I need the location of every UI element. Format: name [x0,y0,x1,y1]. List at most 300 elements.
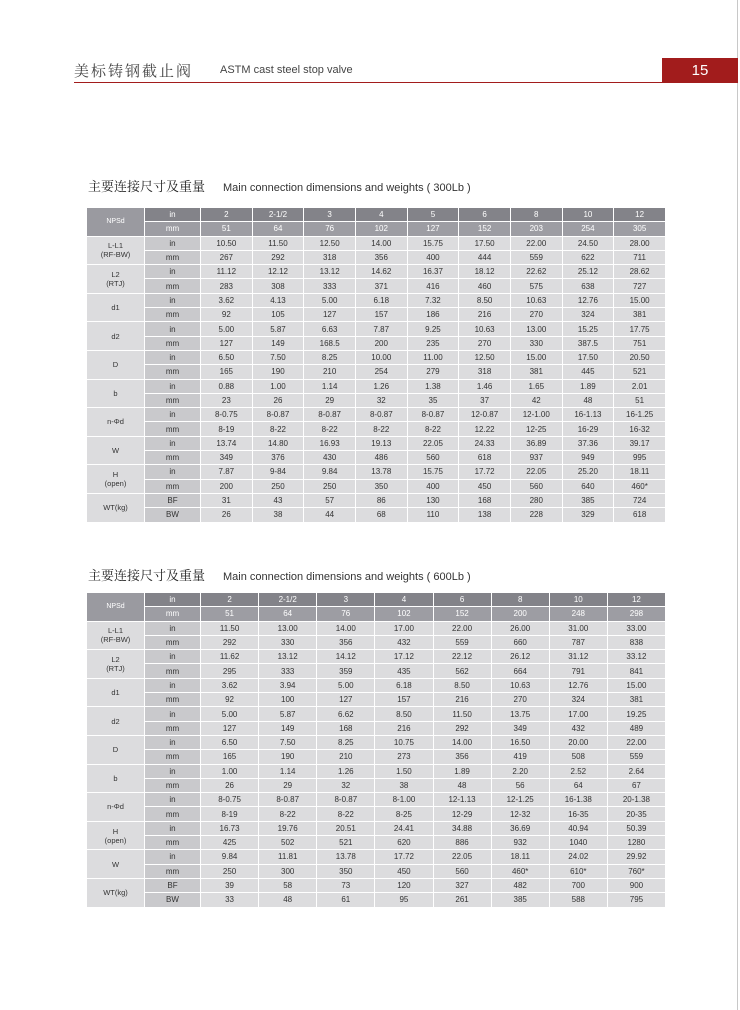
size-cell: 8 [491,593,549,607]
value-cell: 17.50 [459,236,511,250]
value-cell: 318 [304,250,356,264]
value-cell: 273 [375,750,433,764]
value-cell: 7.87 [201,465,253,479]
value-cell: 127 [201,721,259,735]
value-cell: 11.62 [201,650,259,664]
row-label: d2 [87,322,145,351]
value-cell: 6.50 [201,350,253,364]
unit-cell: in [145,208,201,222]
table-row [87,379,666,393]
value-cell: 235 [407,336,459,350]
table-row [87,465,666,479]
table-row [87,793,666,807]
value-cell: 216 [375,721,433,735]
value-cell: 24.50 [562,236,614,250]
value-cell: 559 [607,750,665,764]
value-cell: 0.88 [201,379,253,393]
value-cell: 381 [607,693,665,707]
value-cell: 356 [433,750,491,764]
table-row [87,279,666,293]
value-cell: 15.00 [607,678,665,692]
unit-cell: in [145,793,201,807]
value-cell: 283 [201,279,253,293]
value-cell: 22.00 [607,735,665,749]
value-cell: 330 [259,635,317,649]
table-header-row [87,208,666,222]
value-cell: 350 [317,864,375,878]
value-cell: 8-0.87 [355,408,407,422]
value-cell: 7.50 [259,735,317,749]
row-label: b [87,379,145,408]
size-cell: 152 [459,222,511,236]
value-cell: 5.87 [259,707,317,721]
value-cell: 19.76 [259,821,317,835]
value-cell: 618 [459,451,511,465]
value-cell: 8-22 [304,422,356,436]
unit-cell: mm [145,451,201,465]
value-cell: 300 [259,864,317,878]
table-row [87,821,666,835]
value-cell: 22.62 [510,265,562,279]
value-cell: 12-25 [510,422,562,436]
table-row [87,293,666,307]
value-cell: 35 [407,393,459,407]
value-cell: 9.25 [407,322,459,336]
value-cell: 12.76 [549,678,607,692]
value-cell: 16-1.13 [562,408,614,422]
value-cell: 350 [355,479,407,493]
value-cell: 14.62 [355,265,407,279]
value-cell: 5.00 [304,293,356,307]
table-row [87,850,666,864]
value-cell: 64 [549,778,607,792]
table-row [87,764,666,778]
value-cell: 8-19 [201,422,253,436]
value-cell: 1.65 [510,379,562,393]
row-label: D [87,735,145,764]
value-cell: 168 [459,493,511,507]
unit-cell: in [145,678,201,692]
value-cell: 727 [614,279,666,293]
page-number-badge: 15 [662,58,738,83]
table-row [87,621,666,635]
value-cell: 16.73 [201,821,259,835]
value-cell: 416 [407,279,459,293]
value-cell: 430 [304,451,356,465]
value-cell: 1.26 [317,764,375,778]
value-cell: 1.14 [304,379,356,393]
value-cell: 8-22 [317,807,375,821]
size-cell: 64 [252,222,304,236]
size-cell: 8 [510,208,562,222]
value-cell: 8-22 [407,422,459,436]
value-cell: 838 [607,635,665,649]
header-title-en: ASTM cast steel stop valve [220,64,353,76]
table-row [87,778,666,792]
value-cell: 22.12 [433,650,491,664]
value-cell: 724 [614,493,666,507]
value-cell: 210 [304,365,356,379]
value-cell: 20.50 [614,350,666,364]
value-cell: 12.12 [252,265,304,279]
value-cell: 17.72 [459,465,511,479]
value-cell: 157 [355,308,407,322]
value-cell: 376 [252,451,304,465]
value-cell: 841 [607,664,665,678]
value-cell: 932 [491,836,549,850]
value-cell: 9.84 [201,850,259,864]
row-label: L-L1 (RF-BW) [87,621,145,650]
value-cell: 32 [355,393,407,407]
value-cell: 149 [259,721,317,735]
value-cell: 295 [201,664,259,678]
value-cell: 333 [259,664,317,678]
value-cell: 15.25 [562,322,614,336]
value-cell: 949 [562,451,614,465]
unit-cell: mm [145,393,201,407]
value-cell: 327 [433,878,491,892]
size-cell: 6 [433,593,491,607]
value-cell: 14.00 [355,236,407,250]
size-cell: 248 [549,607,607,621]
value-cell: 13.00 [510,322,562,336]
value-cell: 6.63 [304,322,356,336]
value-cell: 105 [252,308,304,322]
value-cell: 330 [510,336,562,350]
unit-cell: in [145,350,201,364]
table-row [87,664,666,678]
value-cell: 521 [317,836,375,850]
unit-cell: mm [145,607,201,621]
value-cell: 2.52 [549,764,607,778]
value-cell: 86 [355,493,407,507]
value-cell: 261 [433,893,491,907]
value-cell: 8-0.87 [252,408,304,422]
size-cell: 152 [433,607,491,621]
value-cell: 31.00 [549,621,607,635]
size-cell: 3 [304,208,356,222]
value-cell: 9.84 [304,465,356,479]
size-cell: 6 [459,208,511,222]
table-row [87,635,666,649]
value-cell: 1.89 [562,379,614,393]
value-cell: 190 [252,365,304,379]
value-cell: 664 [491,664,549,678]
unit-cell: BW [145,893,201,907]
value-cell: 12.22 [459,422,511,436]
value-cell: 3.94 [259,678,317,692]
size-cell: 4 [375,593,433,607]
unit-cell: mm [145,336,201,350]
value-cell: 460* [491,864,549,878]
value-cell: 700 [549,878,607,892]
value-cell: 450 [459,479,511,493]
unit-cell: mm [145,308,201,322]
unit-cell: mm [145,778,201,792]
table-row [87,678,666,692]
table-row [87,350,666,364]
row-label: D [87,350,145,379]
value-cell: 17.50 [562,350,614,364]
value-cell: 292 [433,721,491,735]
value-cell: 43 [252,493,304,507]
value-cell: 575 [510,279,562,293]
size-cell: 200 [491,607,549,621]
value-cell: 324 [562,308,614,322]
section-title-en: Main connection dimensions and weights ( 600Lb ) [223,571,471,583]
value-cell: 149 [252,336,304,350]
table-row [87,479,666,493]
unit-cell: mm [145,693,201,707]
value-cell: 14.12 [317,650,375,664]
value-cell: 22.05 [433,850,491,864]
value-cell: 11.50 [201,621,259,635]
row-label: WT(kg) [87,878,145,907]
size-cell: 64 [259,607,317,621]
value-cell: 37.36 [562,436,614,450]
value-cell: 57 [304,493,356,507]
value-cell: 127 [304,308,356,322]
size-cell: 51 [201,222,253,236]
value-cell: 34.88 [433,821,491,835]
value-cell: 385 [562,493,614,507]
row-label: L2 (RTJ) [87,265,145,294]
value-cell: 61 [317,893,375,907]
value-cell: 10.63 [510,293,562,307]
value-cell: 26.12 [491,650,549,664]
value-cell: 13.12 [259,650,317,664]
row-label: d1 [87,293,145,322]
size-cell: 2 [201,593,259,607]
value-cell: 19.25 [607,707,665,721]
value-cell: 13.74 [201,436,253,450]
value-cell: 460* [614,479,666,493]
value-cell: 2.64 [607,764,665,778]
value-cell: 15.75 [407,236,459,250]
table-header-row [87,222,666,236]
value-cell: 216 [433,693,491,707]
value-cell: 14.80 [252,436,304,450]
value-cell: 12.50 [459,350,511,364]
value-cell: 51 [614,393,666,407]
value-cell: 6.50 [201,735,259,749]
value-cell: 216 [459,308,511,322]
unit-cell: in [145,850,201,864]
value-cell: 250 [304,479,356,493]
value-cell: 95 [375,893,433,907]
value-cell: 12.76 [562,293,614,307]
unit-cell: in [145,379,201,393]
value-cell: 11.81 [259,850,317,864]
table-row [87,265,666,279]
value-cell: 4.13 [252,293,304,307]
row-label: W [87,850,145,879]
row-label: L-L1 (RF-BW) [87,236,145,265]
value-cell: 419 [491,750,549,764]
value-cell: 18.11 [491,850,549,864]
value-cell: 1280 [607,836,665,850]
size-cell: 102 [375,607,433,621]
value-cell: 560 [433,864,491,878]
value-cell: 36.89 [510,436,562,450]
value-cell: 1040 [549,836,607,850]
value-cell: 190 [259,750,317,764]
value-cell: 168.5 [304,336,356,350]
value-cell: 17.12 [375,650,433,664]
value-cell: 210 [317,750,375,764]
row-label: d2 [87,707,145,736]
value-cell: 937 [510,451,562,465]
value-cell: 13.00 [259,621,317,635]
value-cell: 371 [355,279,407,293]
value-cell: 1.38 [407,379,459,393]
value-cell: 48 [259,893,317,907]
value-cell: 32 [317,778,375,792]
value-cell: 381 [510,365,562,379]
value-cell: 1.14 [259,764,317,778]
value-cell: 486 [355,451,407,465]
value-cell: 660 [491,635,549,649]
table-header-label: NPSd [87,593,145,622]
value-cell: 22.05 [407,436,459,450]
size-cell: 4 [355,208,407,222]
row-label: W [87,436,145,465]
unit-cell: in [145,293,201,307]
value-cell: 11.00 [407,350,459,364]
value-cell: 20-35 [607,807,665,821]
value-cell: 425 [201,836,259,850]
value-cell: 308 [252,279,304,293]
value-cell: 622 [562,250,614,264]
size-cell: 10 [562,208,614,222]
value-cell: 1.50 [375,764,433,778]
unit-cell: in [145,821,201,835]
unit-cell: mm [145,279,201,293]
value-cell: 5.87 [252,322,304,336]
table-header-row [87,607,666,621]
value-cell: 10.50 [201,236,253,250]
value-cell: 28.00 [614,236,666,250]
value-cell: 26 [201,778,259,792]
value-cell: 16-35 [549,807,607,821]
value-cell: 400 [407,250,459,264]
value-cell: 8-22 [252,422,304,436]
table-row [87,893,666,907]
table-row [87,807,666,821]
table-row [87,408,666,422]
value-cell: 29 [304,393,356,407]
value-cell: 11.50 [433,707,491,721]
size-cell: 12 [607,593,665,607]
value-cell: 56 [491,778,549,792]
value-cell: 562 [433,664,491,678]
value-cell: 279 [407,365,459,379]
table-row [87,721,666,735]
value-cell: 17.75 [614,322,666,336]
header-divider [74,82,662,83]
value-cell: 48 [562,393,614,407]
value-cell: 16.50 [491,735,549,749]
value-cell: 200 [201,479,253,493]
size-cell: 76 [304,222,356,236]
value-cell: 24.33 [459,436,511,450]
value-cell: 8.50 [375,707,433,721]
value-cell: 8-25 [375,807,433,821]
value-cell: 33 [201,893,259,907]
value-cell: 8-0.75 [201,793,259,807]
value-cell: 560 [510,479,562,493]
value-cell: 36.69 [491,821,549,835]
value-cell: 10.63 [491,678,549,692]
value-cell: 432 [375,635,433,649]
value-cell: 25.12 [562,265,614,279]
value-cell: 120 [375,878,433,892]
value-cell: 29.92 [607,850,665,864]
value-cell: 50.39 [607,821,665,835]
value-cell: 760* [607,864,665,878]
value-cell: 26 [201,508,253,522]
size-cell: 203 [510,222,562,236]
value-cell: 333 [304,279,356,293]
value-cell: 356 [355,250,407,264]
value-cell: 44 [304,508,356,522]
value-cell: 165 [201,365,253,379]
value-cell: 640 [562,479,614,493]
value-cell: 12-1.25 [491,793,549,807]
table-header-row [87,593,666,607]
row-label: n-Φd [87,408,145,437]
value-cell: 482 [491,878,549,892]
unit-cell: mm [145,635,201,649]
value-cell: 1.00 [252,379,304,393]
row-label: H (open) [87,465,145,494]
value-cell: 33.00 [607,621,665,635]
unit-cell: in [145,465,201,479]
value-cell: 559 [433,635,491,649]
value-cell: 22.05 [510,465,562,479]
value-cell: 25.20 [562,465,614,479]
table-header-label: NPSd [87,208,145,237]
section-title-600lb [88,565,471,584]
value-cell: 12-0.87 [459,408,511,422]
value-cell: 638 [562,279,614,293]
value-cell: 8-0.87 [317,793,375,807]
unit-cell: in [145,621,201,635]
value-cell: 270 [459,336,511,350]
value-cell: 2.01 [614,379,666,393]
unit-cell: mm [145,250,201,264]
row-label: L2 (RTJ) [87,650,145,679]
value-cell: 39 [201,878,259,892]
table-row [87,836,666,850]
value-cell: 8-22 [355,422,407,436]
table-row [87,436,666,450]
dimensions-table-600lb [86,592,666,908]
value-cell: 10.75 [375,735,433,749]
table-row [87,336,666,350]
value-cell: 92 [201,308,253,322]
value-cell: 20-1.38 [607,793,665,807]
value-cell: 18.12 [459,265,511,279]
value-cell: 270 [510,308,562,322]
value-cell: 13.75 [491,707,549,721]
table-row [87,250,666,264]
value-cell: 900 [607,878,665,892]
value-cell: 16.93 [304,436,356,450]
value-cell: 26 [252,393,304,407]
value-cell: 13.78 [317,850,375,864]
value-cell: 6.18 [375,678,433,692]
